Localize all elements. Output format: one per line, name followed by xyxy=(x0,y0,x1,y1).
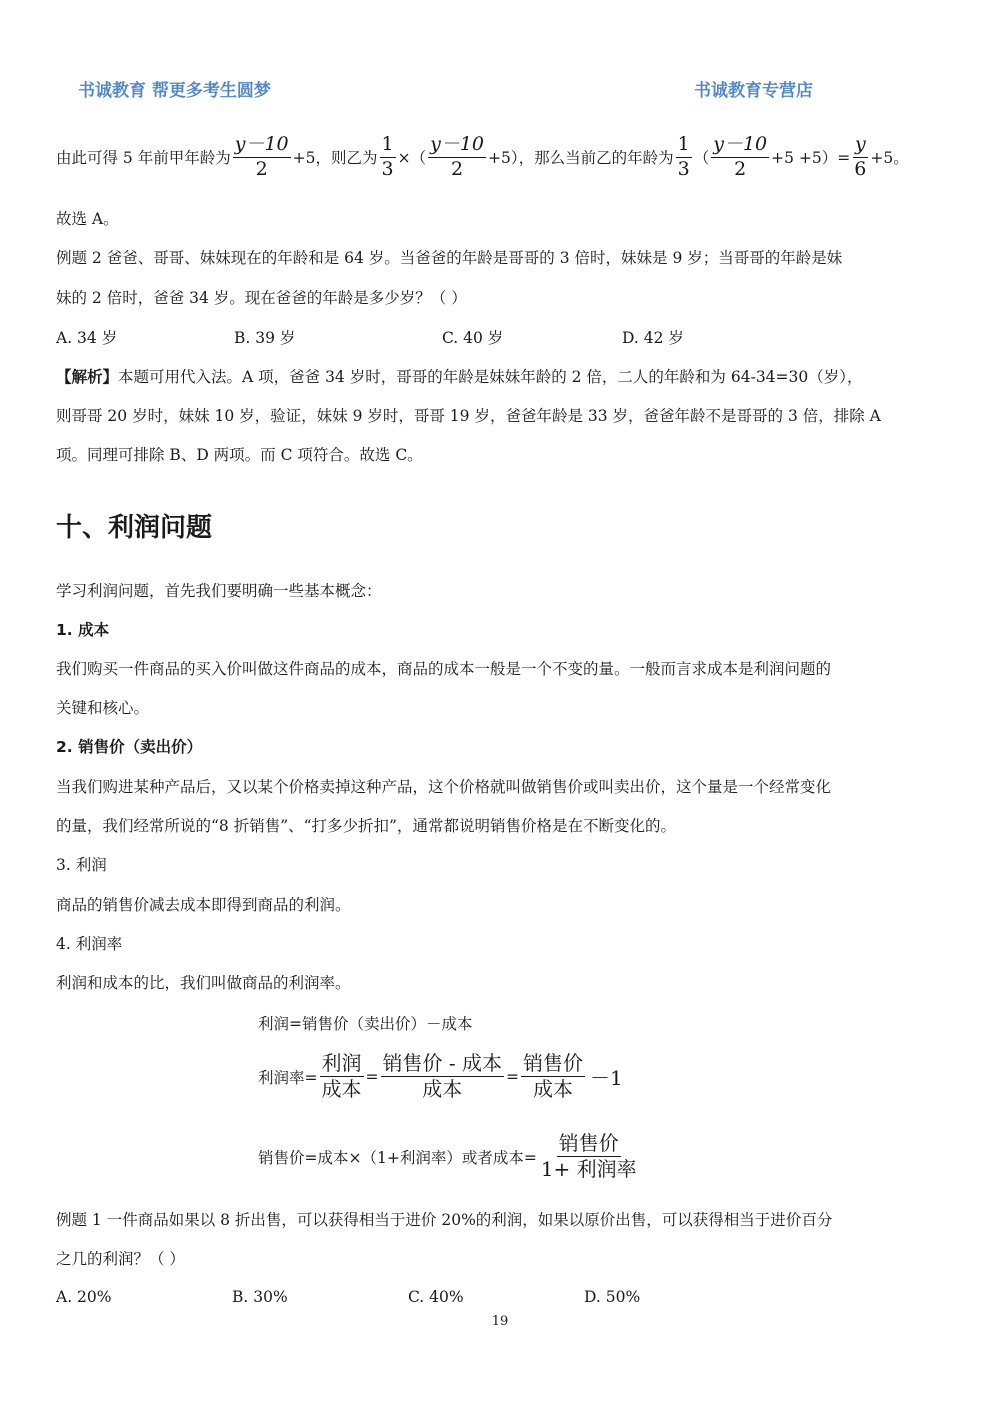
fraction-5-denominator: 2 xyxy=(734,157,747,180)
concept-heading-cost: 1. 成本 xyxy=(56,621,110,639)
example2-analysis-line2: 则哥哥 20 岁时，妹妹 10 岁，验证，妹妹 9 岁时，哥哥 19 岁，爸爸年龄是 33 岁，爸爸年龄不是哥哥的 3 倍，排除 A xyxy=(56,407,881,425)
concept-cost-text-line2: 关键和核心。 xyxy=(56,699,150,717)
fraction-4-numerator: 1 xyxy=(676,134,692,158)
fraction-2-denominator: 3 xyxy=(381,157,394,180)
example2-analysis-line3: 项。同理可排除 B、D 两项。而 C 项符合。故选 C。 xyxy=(56,446,423,464)
formula-fraction-b-denominator: 成本 xyxy=(422,1077,463,1101)
example1-question-line1: 例题 1 一件商品如果以 8 折出售，可以获得相当于进价 20%的利润，如果以原价出售，可以获得相当于进价百分 xyxy=(56,1211,833,1229)
section-title: 十、利润问题 xyxy=(56,513,213,543)
fraction-3-denominator: 2 xyxy=(451,157,464,180)
formula-fraction-b xyxy=(381,1052,504,1101)
solution-text-5: （ xyxy=(693,149,710,168)
concept-profit-text: 商品的销售价减去成本即得到商品的利润。 xyxy=(56,896,351,914)
formula-equals-2: = xyxy=(505,1067,519,1086)
solution-text-4: +5），那么当前乙的年龄为 xyxy=(488,149,674,168)
concept-heading-profit: 3. 利润 xyxy=(56,856,107,874)
example1-option-b: B. 30% xyxy=(232,1288,288,1306)
formula-fraction-c xyxy=(521,1052,585,1101)
example2-option-c: C. 40 岁 xyxy=(442,329,504,347)
solution-text-2: +5，则乙为 xyxy=(292,149,378,168)
formula-fraction-d-denominator: 1+ 利润率 xyxy=(540,1157,637,1181)
solution-answer: 故选 A。 xyxy=(56,210,119,228)
formula-fraction-a-denominator: 成本 xyxy=(321,1077,362,1101)
example2-analysis-line1 xyxy=(56,366,863,388)
solution-equation-line xyxy=(56,134,909,181)
example2-option-d: D. 42 岁 xyxy=(622,329,684,347)
concept-price-text-line1: 当我们购进某种产品后，又以某个价格卖掉这种产品，这个价格就叫做销售价或叫卖出价，这个量是一个经常变化 xyxy=(56,778,832,796)
concept-profit-rate-text: 利润和成本的比，我们叫做商品的利润率。 xyxy=(56,974,351,992)
example2-question-line2: 妹的 2 倍时，爸爸 34 岁。现在爸爸的年龄是多少岁？（ ） xyxy=(56,289,467,307)
section-intro: 学习利润问题，首先我们要明确一些基本概念： xyxy=(56,582,382,600)
header-left: 书诚教育 帮更多考生圆梦 xyxy=(78,81,271,101)
formula-selling-price xyxy=(258,1132,641,1181)
example2-question-line1: 例题 2 爸爸、哥哥、妹妹现在的年龄和是 64 岁。当爸爸的年龄是哥哥的 3 倍时，妹妹是 9 岁；当哥哥的年龄是妹 xyxy=(56,249,843,267)
header-right: 书诚教育专营店 xyxy=(694,81,813,101)
fraction-1-numerator: y－10 xyxy=(233,134,291,158)
formula-fraction-a xyxy=(320,1052,364,1101)
fraction-1-denominator: 2 xyxy=(255,157,268,180)
formula-minus-one: －1 xyxy=(589,1066,623,1090)
example1-option-a: A. 20% xyxy=(56,1288,112,1306)
fraction-6-denominator: 6 xyxy=(854,157,867,180)
formula-profit: 利润=销售价（卖出价）－成本 xyxy=(258,1015,473,1033)
formula-equals-1: = xyxy=(365,1067,379,1086)
fraction-1 xyxy=(233,134,291,181)
concept-price-text-line2: 的量，我们经常所说的“8 折销售”、“打多少折扣”，通常都说明销售价格是在不断变化的。 xyxy=(56,817,676,835)
example1-question-line2: 之几的利润？（ ） xyxy=(56,1250,185,1268)
example2-option-a: A. 34 岁 xyxy=(56,329,118,347)
formula-fraction-c-denominator: 成本 xyxy=(532,1077,573,1101)
fraction-3 xyxy=(428,134,486,181)
solution-text-3: ×（ xyxy=(397,149,427,168)
formula-fraction-d xyxy=(539,1132,639,1181)
formula-selling-price-label: 销售价=成本×（1+利润率）或者成本= xyxy=(258,1148,537,1167)
concept-heading-profit-rate: 4. 利润率 xyxy=(56,935,123,953)
concept-heading-price: 2. 销售价（卖出价） xyxy=(56,738,203,756)
fraction-4-denominator: 3 xyxy=(677,157,690,180)
formula-fraction-b-numerator: 销售价 - 成本 xyxy=(382,1051,502,1075)
fraction-2-numerator: 1 xyxy=(380,134,396,158)
fraction-3-numerator: y－10 xyxy=(428,134,486,158)
solution-text-6: +5 +5）= xyxy=(771,149,851,168)
analysis-text-1: 本题可用代入法。A 项，爸爸 34 岁时，哥哥的年龄是妹妹年龄的 2 倍，二人的年龄和为 64-34=30（岁）， xyxy=(118,368,863,386)
example1-option-d: D. 50% xyxy=(584,1288,641,1306)
concept-cost-text-line1: 我们购买一件商品的买入价叫做这件商品的成本，商品的成本一般是一个不变的量。一般而言求成本是利润问题的 xyxy=(56,660,832,678)
formula-fraction-d-numerator: 销售价 xyxy=(558,1131,619,1155)
formula-fraction-a-numerator: 利润 xyxy=(321,1051,362,1075)
fraction-2 xyxy=(380,134,396,181)
fraction-4 xyxy=(676,134,692,181)
solution-text-7: +5。 xyxy=(870,149,909,168)
solution-text-1: 由此可得 5 年前甲年龄为 xyxy=(56,149,231,168)
fraction-6 xyxy=(852,134,868,181)
example2-option-b: B. 39 岁 xyxy=(234,329,296,347)
example1-option-c: C. 40% xyxy=(408,1288,464,1306)
formula-profit-rate xyxy=(258,1052,623,1101)
fraction-6-numerator: y xyxy=(853,134,868,158)
analysis-label: 【解析】 xyxy=(56,368,119,386)
fraction-5 xyxy=(711,134,769,181)
fraction-5-numerator: y－10 xyxy=(711,134,769,158)
page-number: 19 xyxy=(491,1314,509,1329)
formula-fraction-c-numerator: 销售价 xyxy=(522,1051,583,1075)
formula-profit-rate-label: 利润率= xyxy=(258,1068,318,1087)
